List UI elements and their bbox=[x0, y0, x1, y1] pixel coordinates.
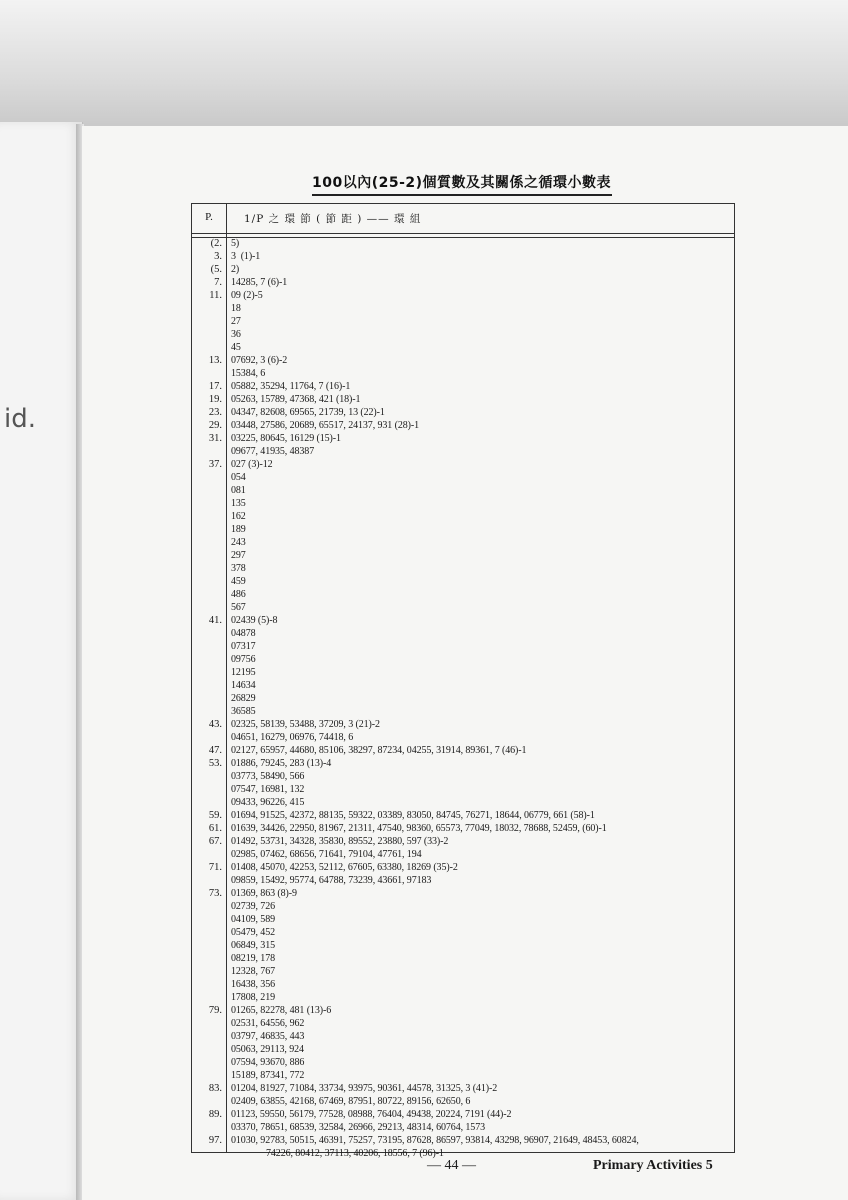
cycle-line: 054 bbox=[231, 472, 246, 483]
cycle-line: 02127, 65957, 44680, 85106, 38297, 87234, 04255, 31914, 89361, 7 (46)-1 bbox=[231, 745, 527, 756]
cycle-line: 05263, 15789, 47368, 421 (18)-1 bbox=[231, 394, 361, 405]
header-prime: P. bbox=[205, 211, 213, 223]
prime-cell: 3. bbox=[214, 251, 222, 262]
cycle-line: 12328, 767 bbox=[231, 966, 276, 977]
cycle-cell bbox=[226, 614, 734, 718]
cycle-line: 01204, 81927, 71084, 33734, 93975, 90361, 44578, 31325, 3 (41)-2 bbox=[231, 1083, 498, 1094]
cycle-line: 05479, 452 bbox=[231, 927, 276, 938]
cycle-line: 09433, 96226, 415 bbox=[231, 797, 305, 808]
cycle-line: 09 (2)-5 bbox=[231, 290, 263, 301]
cycle-cell bbox=[226, 835, 734, 861]
cycle-line: 45 bbox=[231, 342, 241, 353]
cycle-line: 27 bbox=[231, 316, 241, 327]
prime-cell: 41. bbox=[208, 615, 222, 626]
cycle-line: 01265, 82278, 481 (13)-6 bbox=[231, 1005, 332, 1016]
cycle-cell bbox=[226, 861, 734, 887]
cycle-line: 567 bbox=[231, 602, 246, 613]
cycle-line: 07547, 16981, 132 bbox=[231, 784, 305, 795]
cycle-line: 02409, 63855, 42168, 67469, 87951, 80722, 89156, 62650, 6 bbox=[231, 1096, 471, 1107]
cycle-line: 06849, 315 bbox=[231, 940, 276, 951]
cycle-cell bbox=[226, 718, 734, 744]
prime-cell: 71. bbox=[208, 862, 222, 873]
cycle-line: 01492, 53731, 34328, 35830, 89552, 23880, 597 (33)-2 bbox=[231, 836, 449, 847]
prime-cell: 31. bbox=[208, 433, 222, 444]
cycle-cell bbox=[226, 406, 734, 419]
prime-cell: 13. bbox=[208, 355, 222, 366]
cycle-line: 17808, 219 bbox=[231, 992, 276, 1003]
prime-cell: 29. bbox=[208, 420, 222, 431]
cycle-line: 09677, 41935, 48387 bbox=[231, 446, 315, 457]
cycle-line: 02985, 07462, 68656, 71641, 79104, 47761, 194 bbox=[231, 849, 422, 860]
cycle-cell bbox=[226, 1108, 734, 1134]
cycle-line: 07317 bbox=[231, 641, 256, 652]
book-title: Primary Activities 5 bbox=[593, 1158, 713, 1173]
cycle-line: 378 bbox=[231, 563, 246, 574]
cycle-line: 01639, 34426, 22950, 81967, 21311, 47540, 98360, 65573, 77049, 18032, 78688, 52459, (60)-1 bbox=[231, 823, 607, 834]
cycle-line: 01408, 45070, 42253, 52112, 67605, 63380, 18269 (35)-2 bbox=[231, 862, 458, 873]
cycle-line: 15189, 87341, 772 bbox=[231, 1070, 305, 1081]
cycle-line: 3 (1)-1 bbox=[231, 251, 261, 262]
cycle-line: 03370, 78651, 68539, 32584, 26966, 29213, 48314, 60764, 1573 bbox=[231, 1122, 486, 1133]
cycle-line: 14285, 7 (6)-1 bbox=[231, 277, 288, 288]
prime-cell: 23. bbox=[208, 407, 222, 418]
cycle-cell bbox=[226, 887, 734, 1004]
cycle-cell bbox=[226, 744, 734, 757]
cycle-line: 74226, 80412, 37113, 40206, 18556, 7 (96)-1 bbox=[266, 1148, 444, 1159]
cycle-line: 02531, 64556, 962 bbox=[231, 1018, 305, 1029]
cycle-cell bbox=[226, 354, 734, 380]
cycle-cell bbox=[226, 1134, 734, 1160]
cycle-line: 15384, 6 bbox=[231, 368, 266, 379]
cycle-line: 08219, 178 bbox=[231, 953, 276, 964]
cycle-line: 05063, 29113, 924 bbox=[231, 1044, 304, 1055]
table-row bbox=[192, 1134, 734, 1160]
prime-cell: 89. bbox=[208, 1109, 222, 1120]
cycle-cell bbox=[226, 263, 734, 276]
table-row bbox=[192, 1004, 734, 1082]
cycle-line: 189 bbox=[231, 524, 246, 535]
page-number: — 44 — bbox=[427, 1158, 476, 1173]
cycle-line: 027 (3)-12 bbox=[231, 459, 273, 470]
prime-cell: (2. bbox=[210, 238, 222, 249]
cycle-line: 04109, 589 bbox=[231, 914, 276, 925]
table-row bbox=[192, 835, 734, 861]
recurring-decimal-table bbox=[191, 203, 735, 1159]
prime-cell: (5. bbox=[210, 264, 222, 275]
cycle-cell bbox=[226, 757, 734, 809]
cycle-line: 12195 bbox=[231, 667, 256, 678]
prime-cell: 79. bbox=[208, 1005, 222, 1016]
cycle-line: 05882, 35294, 11764, 7 (16)-1 bbox=[231, 381, 351, 392]
prime-cell: 83. bbox=[208, 1083, 222, 1094]
table-row bbox=[192, 380, 734, 393]
cycle-line: 02739, 726 bbox=[231, 901, 276, 912]
cycle-cell bbox=[226, 822, 734, 835]
cycle-line: 36 bbox=[231, 329, 241, 340]
cycle-line: 02325, 58139, 53488, 37209, 3 (21)-2 bbox=[231, 719, 380, 730]
prime-cell: 53. bbox=[208, 758, 222, 769]
cycle-cell bbox=[226, 393, 734, 406]
table-row bbox=[192, 263, 734, 276]
cycle-line: 36585 bbox=[231, 706, 256, 717]
cycle-cell bbox=[226, 276, 734, 289]
cycle-line: 081 bbox=[231, 485, 246, 496]
table-row bbox=[192, 718, 734, 744]
cycle-cell bbox=[226, 458, 734, 614]
table-row bbox=[192, 458, 734, 614]
cycle-line: 486 bbox=[231, 589, 246, 600]
prime-cell: 61. bbox=[208, 823, 222, 834]
cycle-line: 297 bbox=[231, 550, 246, 561]
cycle-line: 09756 bbox=[231, 654, 256, 665]
table-row bbox=[192, 406, 734, 419]
table-row bbox=[192, 1108, 734, 1134]
cycle-line: 26829 bbox=[231, 693, 256, 704]
cycle-line: 01030, 92783, 50515, 46391, 75257, 73195, 87628, 86597, 93814, 43298, 96907, 21649, 48453, 60824, bbox=[231, 1135, 639, 1146]
table-body bbox=[192, 237, 734, 1160]
cycle-cell bbox=[226, 419, 734, 432]
cycle-line: 04651, 16279, 06976, 74418, 6 bbox=[231, 732, 354, 743]
table-row bbox=[192, 614, 734, 718]
cycle-line: 243 bbox=[231, 537, 246, 548]
cycle-line: 02439 (5)-8 bbox=[231, 615, 278, 626]
cycle-cell bbox=[226, 289, 734, 354]
cycle-line: 09859, 15492, 95774, 64788, 73239, 43661, 97183 bbox=[231, 875, 432, 886]
cycle-cell bbox=[226, 380, 734, 393]
cycle-line: 04878 bbox=[231, 628, 256, 639]
prime-cell: 97. bbox=[208, 1135, 222, 1146]
table-row bbox=[192, 744, 734, 757]
prime-cell: 59. bbox=[208, 810, 222, 821]
cycle-line: 18 bbox=[231, 303, 241, 314]
cycle-line: 01369, 863 (8)-9 bbox=[231, 888, 297, 899]
cycle-line: 2) bbox=[231, 264, 240, 275]
prime-cell: 43. bbox=[208, 719, 222, 730]
table-row bbox=[192, 861, 734, 887]
prime-cell: 17. bbox=[208, 381, 222, 392]
cycle-cell bbox=[226, 432, 734, 458]
prime-cell: 47. bbox=[208, 745, 222, 756]
cycle-line: 03773, 58490, 566 bbox=[231, 771, 305, 782]
cycle-cell bbox=[226, 1082, 734, 1108]
cycle-line: 07692, 3 (6)-2 bbox=[231, 355, 288, 366]
table-row bbox=[192, 393, 734, 406]
cycle-line: 01123, 59550, 56179, 77528, 08988, 76404, 49438, 20224, 7191 (44)-2 bbox=[231, 1109, 512, 1120]
cycle-cell bbox=[226, 250, 734, 263]
cycle-line: 01886, 79245, 283 (13)-4 bbox=[231, 758, 332, 769]
cycle-line: 04347, 82608, 69565, 21739, 13 (22)-1 bbox=[231, 407, 385, 418]
cycle-line: 01694, 91525, 42372, 88135, 59322, 03389, 83050, 84745, 76271, 18644, 06779, 661 (58)-1 bbox=[231, 810, 595, 821]
cycle-line: 459 bbox=[231, 576, 246, 587]
cycle-line: 16438, 356 bbox=[231, 979, 276, 990]
table-row bbox=[192, 887, 734, 1004]
left-page-edge bbox=[0, 122, 83, 1200]
prime-cell: 19. bbox=[208, 394, 222, 405]
table-row bbox=[192, 809, 734, 822]
table-row bbox=[192, 237, 734, 250]
prime-cell: 7. bbox=[214, 277, 222, 288]
cycle-line: 07594, 93670, 886 bbox=[231, 1057, 305, 1068]
cycle-line: 162 bbox=[231, 511, 246, 522]
cycle-line: 135 bbox=[231, 498, 246, 509]
header-rule bbox=[192, 233, 734, 234]
header-cycle: 1/P 之 環 節 ( 節 距 ) —— 環 組 bbox=[244, 213, 422, 225]
cycle-line: 03225, 80645, 16129 (15)-1 bbox=[231, 433, 341, 444]
table-row bbox=[192, 432, 734, 458]
cycle-line: 03797, 46835, 443 bbox=[231, 1031, 305, 1042]
table-row bbox=[192, 276, 734, 289]
table-row bbox=[192, 250, 734, 263]
cycle-cell bbox=[226, 809, 734, 822]
left-page-text-fragment: id. bbox=[4, 404, 36, 434]
scan-background-top bbox=[0, 0, 848, 128]
cycle-line: 5) bbox=[231, 238, 240, 249]
page-title: 100以內(25-2)個質數及其關係之循環小數表 bbox=[312, 172, 612, 196]
cycle-line: 14634 bbox=[231, 680, 256, 691]
cycle-cell bbox=[226, 1004, 734, 1082]
prime-cell: 67. bbox=[208, 836, 222, 847]
table-row bbox=[192, 419, 734, 432]
table-row bbox=[192, 354, 734, 380]
table-row bbox=[192, 1082, 734, 1108]
cycle-line: 03448, 27586, 20689, 65517, 24137, 931 (28)-1 bbox=[231, 420, 419, 431]
cycle-cell bbox=[226, 237, 734, 250]
prime-cell: 73. bbox=[208, 888, 222, 899]
table-row bbox=[192, 289, 734, 354]
table-row bbox=[192, 822, 734, 835]
prime-cell: 11. bbox=[209, 290, 222, 301]
prime-cell: 37. bbox=[208, 459, 222, 470]
table-row bbox=[192, 757, 734, 809]
